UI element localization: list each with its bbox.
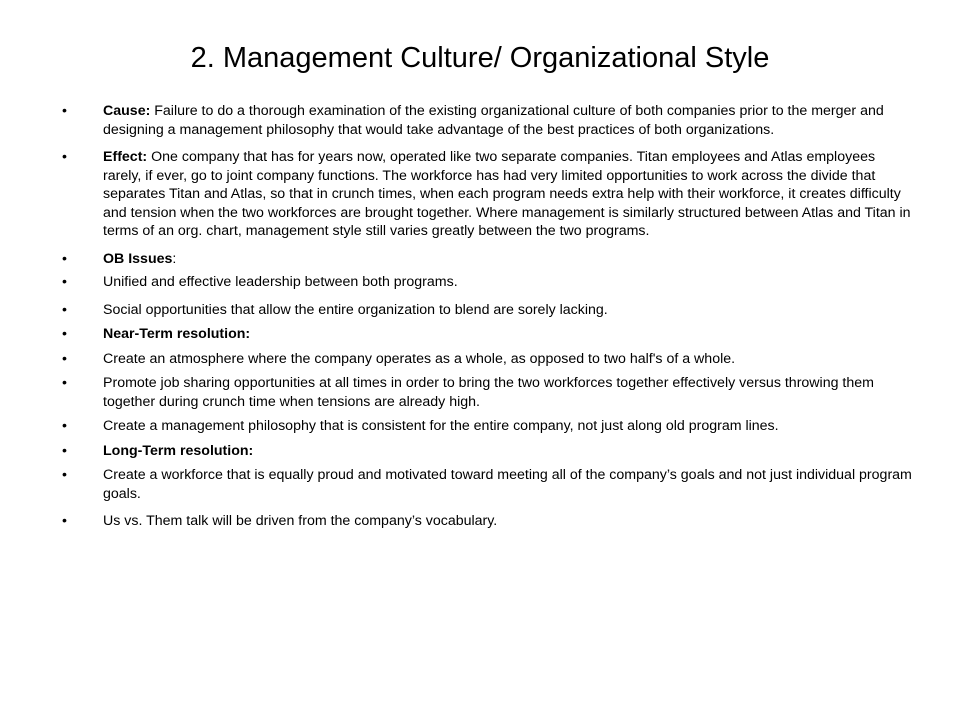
bullet-label: Cause:	[103, 103, 151, 119]
bullet-text: Promote job sharing opportunities at all times in order to bring the two workforces together effectively versus throwing them together during crunch time when tensions are already high.	[103, 375, 874, 410]
bullet-dot: •	[62, 418, 67, 434]
bullet-dot: •	[62, 375, 67, 391]
bullet-item-cause	[62, 102, 914, 139]
bullet-label: Near-Term resolution:	[103, 326, 251, 342]
bullet-text: Unified and effective leadership between both programs.	[103, 274, 458, 290]
bullet-text: One company that has for years now, operated like two separate companies. Titan employees and Atlas employees rarely, if ever, go to joint company functions. The workforce has had very limited opportunities to work across the divide that separates Titan and Atlas, so that in crunch times, when each program needs extra help with their workforce, it creates difficulty and tension when the two workforces are brought together. Where management is similarly structured between Atlas and Titan in terms of an org. chart, management style still varies greatly between the two programs.	[103, 149, 911, 239]
bullet-dot: •	[62, 103, 67, 119]
bullet-list	[62, 102, 914, 531]
bullet-dot: •	[62, 250, 67, 267]
bullet-dot: •	[62, 350, 67, 367]
bullet-item-effect	[62, 148, 914, 241]
bullet-item-near-term	[62, 325, 914, 344]
bullet-item	[62, 273, 914, 292]
bullet-dot: •	[62, 442, 67, 459]
bullet-text: Create a workforce that is equally proud and motivated toward meeting all of the company’s goals and not just individual program goals.	[103, 467, 912, 502]
bullet-dot: •	[62, 513, 67, 529]
bullet-item	[62, 374, 914, 411]
bullet-text: :	[172, 250, 177, 267]
bullet-dot: •	[62, 467, 67, 483]
bullet-item	[62, 350, 914, 369]
slide-title: 2. Management Culture/ Organizational Style	[190, 42, 770, 74]
bullet-text: Create a management philosophy that is consistent for the entire company, not just along old program lines.	[103, 418, 779, 434]
bullet-item	[62, 301, 914, 320]
bullet-label: Effect:	[103, 149, 148, 165]
bullet-label: OB Issues	[103, 250, 173, 267]
bullet-dot: •	[62, 149, 67, 165]
bullet-text: Social opportunities that allow the entire organization to blend are sorely lacking.	[103, 301, 608, 318]
bullet-item-ob-issues	[62, 250, 914, 269]
bullet-dot: •	[62, 301, 67, 318]
bullet-text: Create an atmosphere where the company operates as a whole, as opposed to two half's of a whole.	[103, 350, 736, 367]
bullet-item-long-term	[62, 442, 914, 461]
bullet-dot: •	[62, 326, 67, 342]
bullet-item	[62, 466, 914, 503]
bullet-text: Us vs. Them talk will be driven from the company’s vocabulary.	[103, 513, 498, 529]
bullet-dot: •	[62, 274, 67, 290]
bullet-item	[62, 417, 914, 436]
bullet-item	[62, 512, 914, 531]
bullet-label: Long-Term resolution:	[103, 442, 254, 459]
bullet-text: Failure to do a thorough examination of the existing organizational culture of both companies prior to the merger and designing a management philosophy that would take advantage of the best practices of both organizations.	[103, 103, 884, 138]
